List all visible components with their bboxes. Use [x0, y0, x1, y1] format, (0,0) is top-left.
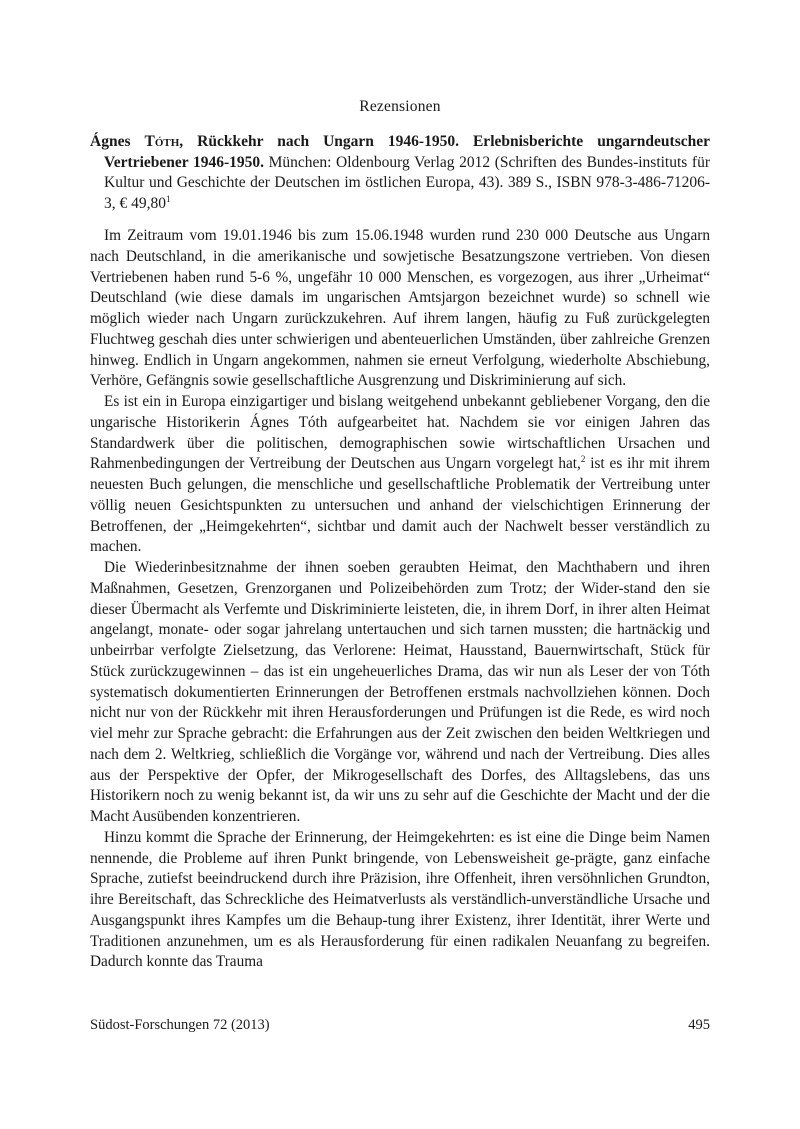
- footnote-ref-1: 1: [166, 193, 171, 204]
- document-page: [90, 0, 710, 1129]
- running-header: Rezensionen: [359, 98, 441, 115]
- book-citation: [90, 132, 710, 214]
- review-body: [90, 226, 710, 973]
- paragraph-2-text-a: Es ist ein in Europa einzigartiger und bislang weitgehend unbekannt gebliebener Vorgang, den die ungarische Historikerin Ágnes Tóth aufgearbeitet hat. Nachdem sie vor einigen Jahren das Standardwerk über die politischen, demographischen sowie wirtschaftlichen Ursachen und Rahmenbedingungen der Vertreibung der Deutschen aus Ungarn vorgelegt hat,: [90, 393, 710, 473]
- journal-citation: Südost-Forschungen 72 (2013): [90, 1017, 270, 1033]
- page-footer: [90, 1017, 710, 1034]
- book-title: , Rückkehr nach Ungarn 1946-1950. Erlebnisberichte ungarndeutscher Vertriebener 1946-1950.: [104, 133, 711, 171]
- paragraph-2: [90, 392, 710, 558]
- paragraph-1: Im Zeitraum vom 19.01.1946 bis zum 15.06.1948 wurden rund 230 000 Deutsche aus Ungarn nach Deutschland, in die amerikanische und sowjetische Besatzungszone vertrieben. Von diesen Vertriebenen haben rund 5-6 %, ungefähr 10 000 Menschen, es vorgezogen, aus ihrer „Urheimat“ Deutschland (wie diese damals im ungarischen Amtsjargon bezeichnet wurde) so schnell wie möglich wieder nach Ungarn zurückzukehren. Auf ihrem langen, häufig zu Fuß zurückgelegten Fluchtweg geschah dies unter schwierigen und abenteuerlichen Umständen, über zahlreiche Grenzen hinweg. Endlich in Ungarn angekommen, nahmen sie erneut Verfolgung, wiederholte Abschiebung, Verhöre, Gefängnis sowie gesellschaftliche Ausgrenzung und Diskriminierung auf sich.: [90, 227, 710, 390]
- footnote-ref-2: 2: [580, 454, 586, 465]
- paragraph-3: Die Wiederinbesitznahme der ihnen soeben geraubten Heimat, den Machthabern und ihren Maßnahmen, Gesetzen, Grenzorganen und Polizeibehörden zum Trotz; der Wider-stand den sie dieser Übermacht als Verfemte und Diskriminierte leisteten, die, in ihrem Dorf, in ihrer alten Heimat angelangt, monate- oder sogar jahrelang untertauchen und sich tarnen mussten; die hartnäckig und unbeirrbar verfolgte Zielsetzung, das Verlorene: Heimat, Hausstand, Bauernwirtschaft, Stück für Stück zurückzugewinnen – das ist ein ungeheuerliches Drama, das wir nun als Leser der von Tóth systematisch dokumentierten Erinnerungen der Betroffenen erstmals nachvollziehen können. Doch nicht nur von der Rückkehr mit ihren Herausforderungen und Prüfungen ist die Rede, es wird noch viel mehr zur Sprache gebracht: die Erfahrungen aus der Zeit zwischen den beiden Weltkriegen und nach dem 2. Weltkrieg, schließlich die Vorgänge vor, während und nach der Vertreibung. Dies alles aus der Perspektive der Opfer, der Mikrogesellschaft des Dorfes, des Alltagslebens, das uns Historikern noch zu wenig bekannt ist, da wir uns zu sehr auf die Geschichte der Macht und der die Macht Ausübenden konzentrieren.: [90, 559, 710, 825]
- page-number: 495: [688, 1017, 710, 1033]
- paragraph-2-text-b: ist es ihr mit ihrem neuesten Buch gelungen, die menschliche und gesellschaftliche Problematik der Vertreibung unter völlig neuen Gesichtspunkten zu untersuchen und anhand der vielschichtigen Erinnerung der Betroffenen, der „Heimgekehrten“, sichtbar und damit auch der Nachwelt besser verständlich zu machen.: [90, 455, 710, 556]
- book-author-last-name: Tóth: [144, 133, 180, 150]
- paragraph-4: Hinzu kommt die Sprache der Erinnerung, der Heimgekehrten: es ist eine die Dinge beim Namen nennende, die Probleme auf ihren Punkt bringende, von Lebensweisheit ge-prägte, ganz einfache Sprache, zutiefst beeindruckend durch ihre Präzision, ihre Offenheit, ihren versöhnlichen Grundton, ihre Bereitschaft, das Schreckliche des Heimatverlusts als verständlich-unverständliche Ursache und Ausgangspunkt ihres Kampfes um die Behaup-tung ihrer Existenz, ihrer Identität, ihrer Werte und Traditionen anzunehmen, um es als Herausforderung für einen radikalen Neuanfang zu begreifen. Dadurch konnte das Trauma: [90, 828, 710, 971]
- book-author-first-name: Ágnes: [90, 133, 145, 150]
- publication-details: München: Oldenbourg Verlag 2012 (Schriften des Bundes-instituts für Kultur und Geschichte der Deutschen im östlichen Europa, 43). 389 S., ISBN 978-3-486-71206-3, € 49,80: [104, 153, 710, 212]
